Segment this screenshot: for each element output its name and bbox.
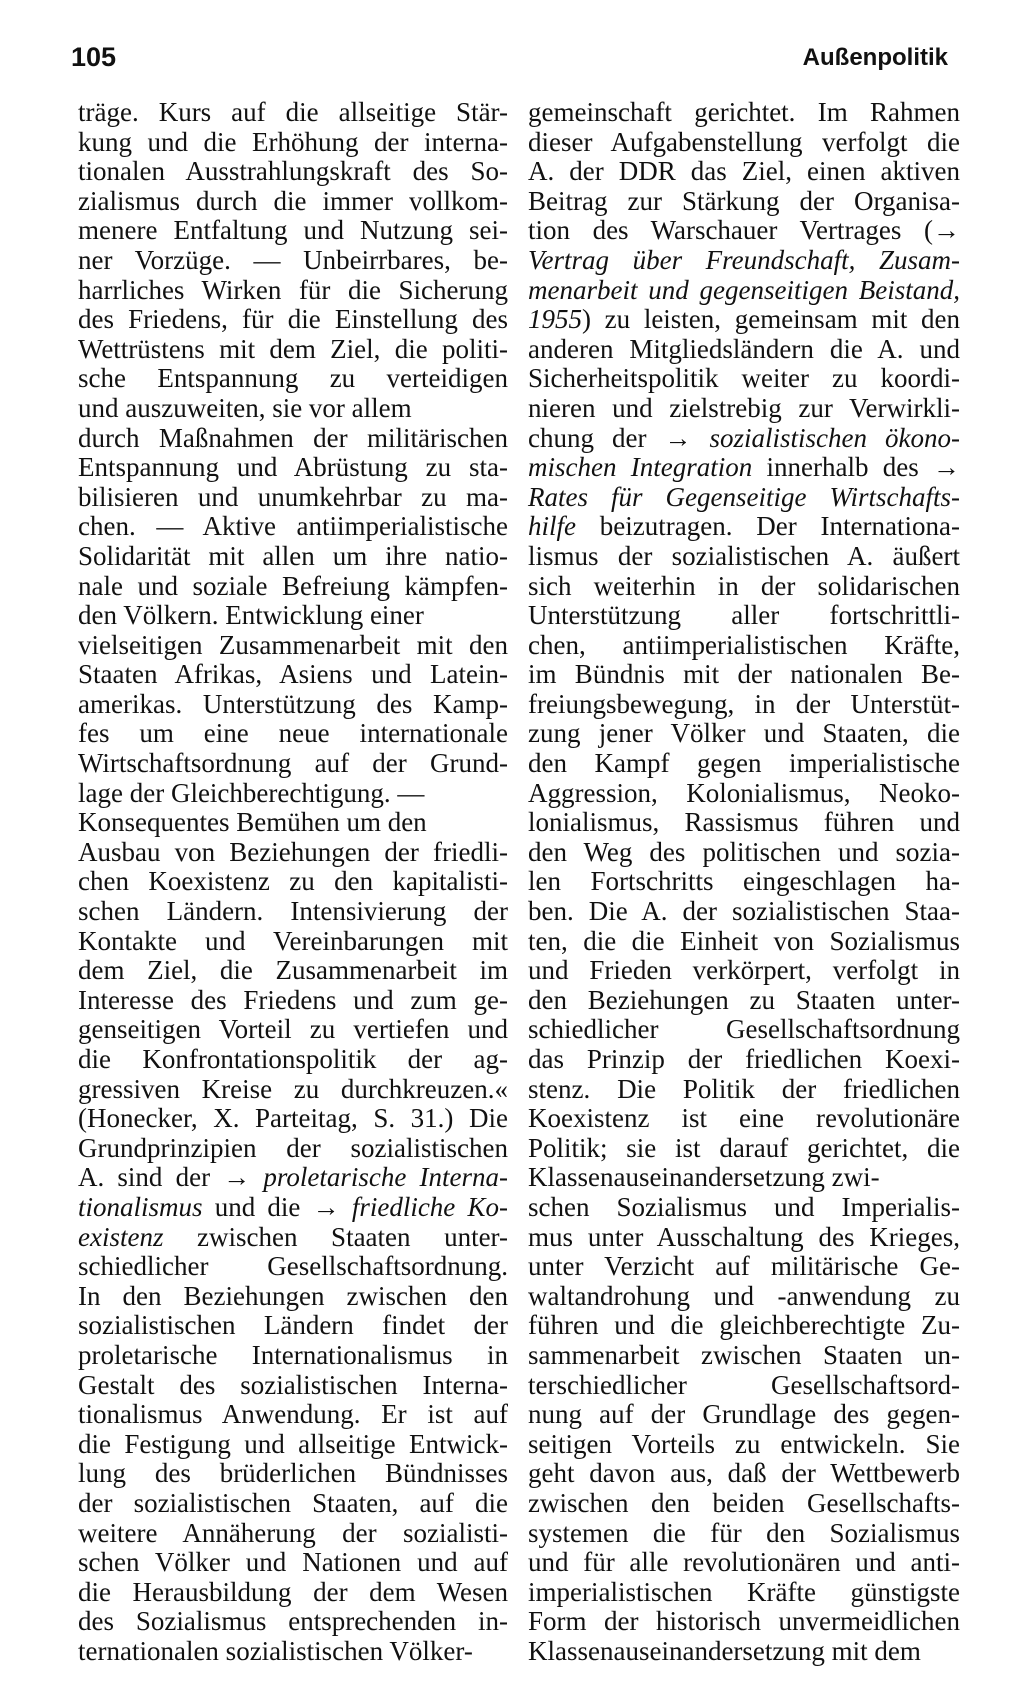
text-segment: ner Vorzüge. — Unbeirrbares, be- — [78, 244, 508, 275]
text-line — [528, 157, 960, 187]
text-line — [78, 660, 508, 690]
text-segment: kung und die Erhöhung der interna- — [78, 126, 508, 157]
text-segment: A. sind der — [78, 1162, 224, 1193]
text-line — [528, 956, 960, 986]
text-segment: stenz. Die Politik der friedlichen — [528, 1073, 960, 1104]
text-segment: den Beziehungen zu Staaten unter- — [528, 984, 960, 1015]
text-segment: systemen die für den Sozialismus — [528, 1517, 960, 1548]
running-head: Außenpolitik — [802, 44, 948, 71]
text-segment: tion des Warschauer Vertrages (→ — [528, 215, 960, 246]
text-line — [528, 276, 960, 306]
text-line — [78, 1341, 508, 1371]
text-line — [78, 128, 508, 158]
text-segment: menere Entfaltung und Nutzung sei- — [78, 215, 508, 246]
text-segment: nieren und zielstrebig zur Verwirkli- — [528, 392, 960, 423]
text-line — [528, 453, 960, 483]
text-segment: Aggression, Kolonialismus, Neoko- — [528, 777, 960, 808]
text-segment: gressiven Kreise zu durchkreuzen.« — [78, 1073, 508, 1104]
text-segment: zwischen den beiden Gesellschafts- — [528, 1487, 960, 1518]
text-segment: In den Beziehungen zwischen den — [78, 1280, 508, 1311]
text-line — [528, 1311, 960, 1341]
text-segment: harrliches Wirken für die Sicherung — [78, 274, 508, 305]
text-line — [78, 1223, 508, 1253]
text-line — [78, 986, 508, 1016]
text-segment: des Friedens, für die Einstellung des — [78, 304, 508, 335]
text-segment: ) zu leisten, gemeinsam mit den — [582, 304, 960, 335]
text-line — [78, 779, 508, 809]
text-line — [78, 1459, 508, 1489]
text-segment: tionalismus Anwendung. Er ist auf — [78, 1399, 508, 1430]
text-line — [78, 897, 508, 927]
text-segment: terschiedlicher Gesellschaftsord- — [528, 1369, 960, 1400]
text-line — [528, 424, 960, 454]
text-line — [528, 719, 960, 749]
text-line — [78, 216, 508, 246]
text-segment: der sozialistischen Staaten, auf die — [78, 1487, 508, 1518]
text-segment: mus unter Ausschaltung des Krieges, — [528, 1221, 960, 1252]
text-segment: Konsequentes Bemühen um den — [78, 807, 427, 838]
text-line — [78, 1282, 508, 1312]
text-line — [528, 335, 960, 365]
text-line — [528, 542, 960, 572]
text-segment: sche Entspannung zu verteidigen — [78, 363, 508, 394]
text-segment: Klassenauseinandersetzung mit dem — [528, 1635, 921, 1666]
text-segment: ten, die die Einheit von Sozialismus — [528, 925, 960, 956]
text-segment: chen, antiimperialistischen Kräfte, — [528, 629, 960, 660]
text-segment: bilisieren und unumkehrbar zu ma- — [78, 481, 508, 512]
text-line — [78, 1637, 508, 1667]
text-line — [78, 424, 508, 454]
text-segment: lismus der sozialistischen A. äußert — [528, 540, 960, 571]
text-segment: den Kampf gegen imperialistische — [528, 748, 960, 779]
text-segment: amerikas. Unterstützung des Kamp- — [78, 688, 508, 719]
text-segment: Kontakte und Vereinbarungen mit — [78, 925, 508, 956]
text-line — [528, 1400, 960, 1430]
text-segment: genseitigen Vorteil zu vertiefen und — [78, 1014, 508, 1045]
text-segment: und Frieden verkörpert, verfolgt in — [528, 955, 960, 986]
text-segment: proletarische Internationalismus in — [78, 1339, 508, 1370]
text-segment: chen Koexistenz zu den kapitalisti- — [78, 866, 508, 897]
text-segment: schen Völker und Nationen und auf — [78, 1547, 508, 1578]
text-line — [78, 927, 508, 957]
text-segment: Klassenauseinandersetzung zwi- — [528, 1162, 880, 1193]
text-line — [78, 1519, 508, 1549]
text-segment: zung jener Völker und Staaten, die — [528, 718, 960, 749]
text-segment: unter Verzicht auf militärische Ge- — [528, 1251, 960, 1282]
text-line — [78, 631, 508, 661]
text-line — [78, 719, 508, 749]
text-line — [528, 927, 960, 957]
text-segment: zialismus durch die immer vollkom- — [78, 185, 508, 216]
text-line — [528, 690, 960, 720]
text-line — [78, 749, 508, 779]
text-line — [78, 98, 508, 128]
text-segment: sich weiterhin in der solidarischen — [528, 570, 960, 601]
text-line — [78, 1045, 508, 1075]
text-segment: geht davon aus, daß der Wettbewerb — [528, 1458, 960, 1489]
text-segment: chen. — Aktive antiimperialistische — [78, 511, 508, 542]
text-line — [528, 246, 960, 276]
text-segment: ternationalen sozialistischen Völker- — [78, 1635, 473, 1666]
text-segment: Ausbau von Beziehungen der friedli- — [78, 836, 508, 867]
text-segment: Solidarität mit allen um ihre natio- — [78, 540, 508, 571]
text-line — [528, 1578, 960, 1608]
text-segment: Staaten Afrikas, Asiens und Latein- — [78, 659, 508, 690]
text-line — [78, 1578, 508, 1608]
text-segment: Koexistenz ist eine revolutionäre — [528, 1103, 960, 1134]
text-segment: innerhalb des → — [752, 452, 960, 483]
text-line — [528, 1548, 960, 1578]
text-line — [78, 808, 508, 838]
italic-term: 1955 — [528, 304, 582, 335]
text-line — [528, 1371, 960, 1401]
text-segment: vielseitigen Zusammenarbeit mit den — [78, 629, 508, 660]
text-line — [78, 838, 508, 868]
text-line — [78, 187, 508, 217]
text-line — [528, 305, 960, 335]
text-line — [528, 631, 960, 661]
text-segment: durch Maßnahmen der militärischen — [78, 422, 508, 453]
text-segment: schen Sozialismus und Imperialis- — [528, 1191, 960, 1222]
text-line — [528, 187, 960, 217]
text-segment: fes um eine neue internationale — [78, 718, 508, 749]
text-line — [528, 1193, 960, 1223]
text-segment: (Honecker, X. Parteitag, S. 31.) Die — [78, 1103, 508, 1134]
text-segment: die Konfrontationspolitik der ag- — [78, 1044, 508, 1074]
text-segment: beizutragen. Der Internationa- — [576, 511, 960, 542]
text-line — [78, 453, 508, 483]
text-segment: träge. Kurs auf die allseitige Stär- — [78, 97, 508, 127]
text-line — [528, 1607, 960, 1637]
text-segment: Interesse des Friedens und zum ge- — [78, 984, 508, 1015]
text-line — [78, 572, 508, 602]
page-number: 105 — [71, 42, 117, 72]
text-segment: Beitrag zur Stärkung der Organisa- — [528, 185, 960, 216]
text-line — [78, 1371, 508, 1401]
text-segment: imperialistischen Kräfte günstigste — [528, 1576, 960, 1607]
text-line — [528, 779, 960, 809]
text-segment: seitigen Vorteils zu entwickeln. Sie — [528, 1428, 960, 1459]
text-segment: des Sozialismus entsprechenden in- — [78, 1606, 508, 1637]
text-segment: Sicherheitspolitik weiter zu koordi- — [528, 363, 960, 394]
text-line — [78, 364, 508, 394]
text-segment: zwischen Staaten unter- — [163, 1221, 508, 1252]
italic-term: mischen Integration — [528, 452, 753, 483]
left-text-column — [78, 98, 508, 1666]
text-segment: lage der Gleichberechtigung. — — [78, 777, 425, 808]
text-segment: len Fortschritts eingeschlagen ha- — [528, 866, 960, 897]
text-segment: chung der — [528, 422, 665, 453]
text-segment: waltandrohung und -anwendung zu — [528, 1280, 960, 1311]
text-line — [78, 867, 508, 897]
text-line — [78, 512, 508, 542]
italic-term: hilfe — [528, 511, 576, 542]
text-line — [528, 128, 960, 158]
text-segment: und auszuweiten, sie vor allem — [78, 392, 412, 423]
text-line — [78, 1489, 508, 1519]
text-line — [528, 364, 960, 394]
text-segment: A. der DDR das Ziel, einen aktiven — [528, 156, 960, 187]
text-line — [528, 1637, 960, 1667]
text-line — [528, 749, 960, 779]
text-line — [528, 1104, 960, 1134]
text-segment: dem Ziel, die Zusammenarbeit im — [78, 955, 508, 986]
text-line — [528, 1430, 960, 1460]
text-line — [78, 1163, 508, 1193]
italic-term: → proletarische Interna- — [223, 1162, 509, 1193]
text-segment: schen Ländern. Intensivierung der — [78, 896, 508, 927]
text-line — [528, 867, 960, 897]
italic-term: existenz — [78, 1221, 164, 1252]
text-line — [78, 1193, 508, 1223]
text-line — [78, 956, 508, 986]
text-line — [528, 1075, 960, 1105]
text-line — [78, 1430, 508, 1460]
text-line — [528, 660, 960, 690]
text-segment: dieser Aufgabenstellung verfolgt die — [528, 126, 960, 157]
text-segment: sammenarbeit zwischen Staaten un- — [528, 1339, 960, 1370]
text-line — [528, 512, 960, 542]
text-segment: Form der historisch unvermeidlichen — [528, 1606, 960, 1637]
text-line — [78, 1311, 508, 1341]
italic-term: tionalismus — [78, 1191, 203, 1222]
text-line — [78, 1607, 508, 1637]
text-line — [528, 1489, 960, 1519]
text-segment: sozialistischen Ländern findet der — [78, 1310, 508, 1341]
text-segment: führen und die gleichberechtigte Zu- — [528, 1310, 960, 1341]
text-line — [78, 1400, 508, 1430]
text-line — [78, 1134, 508, 1164]
text-segment: Gestalt des sozialistischen Interna- — [78, 1369, 508, 1400]
text-line — [528, 1223, 960, 1253]
text-segment: die Festigung und allseitige Entwick- — [78, 1428, 508, 1459]
italic-term: menarbeit und gegenseitigen Beistand, — [528, 274, 960, 305]
text-line — [528, 1519, 960, 1549]
text-segment: und die — [202, 1191, 313, 1222]
text-segment: im Bündnis mit der nationalen Be- — [528, 659, 960, 690]
right-text-column — [528, 98, 960, 1666]
text-line — [528, 1045, 960, 1075]
text-line — [78, 601, 508, 631]
text-segment: schiedlicher Gesellschaftsordnung. — [78, 1251, 508, 1282]
text-line — [528, 897, 960, 927]
text-segment: ben. Die A. der sozialistischen Staa- — [528, 896, 960, 927]
text-line — [528, 394, 960, 424]
text-segment: Wettrüstens mit dem Ziel, die politi- — [78, 333, 508, 364]
text-segment: und für alle revolutionären und anti- — [528, 1547, 960, 1578]
text-segment: die Herausbildung der dem Wesen — [78, 1576, 508, 1607]
text-line — [78, 394, 508, 424]
text-line — [528, 98, 960, 128]
text-segment: den Weg des politischen und sozia- — [528, 836, 960, 867]
text-line — [78, 483, 508, 513]
text-line — [528, 986, 960, 1016]
text-segment: Wirtschaftsordnung auf der Grund- — [78, 748, 508, 779]
text-line — [78, 1104, 508, 1134]
text-line — [528, 483, 960, 513]
text-segment: anderen Mitgliedsländern die A. und — [528, 333, 960, 364]
text-line — [528, 838, 960, 868]
text-line — [78, 542, 508, 572]
text-segment: Grundprinzipien der sozialistischen — [78, 1132, 508, 1163]
text-segment: weitere Annäherung der sozialisti- — [78, 1517, 508, 1548]
text-line — [78, 1252, 508, 1282]
italic-term: → friedliche Ko- — [312, 1191, 508, 1222]
text-segment: Unterstützung aller fortschrittli- — [528, 600, 960, 631]
text-segment: lonialismus, Rassismus führen und — [528, 807, 960, 838]
text-segment: nung auf der Grundlage des gegen- — [528, 1399, 960, 1430]
text-line — [528, 1341, 960, 1371]
text-segment: Politik; sie ist darauf gerichtet, die — [528, 1132, 960, 1163]
text-segment: das Prinzip der friedlichen Koexi- — [528, 1044, 960, 1074]
text-segment: schiedlicher Gesellschaftsordnung — [528, 1014, 960, 1045]
text-line — [78, 1548, 508, 1578]
text-line — [528, 572, 960, 602]
italic-term: Vertrag über Freundschaft, Zusam- — [528, 244, 960, 275]
text-line — [78, 1015, 508, 1045]
text-line — [78, 1075, 508, 1105]
text-line — [528, 1252, 960, 1282]
text-line — [528, 1163, 960, 1193]
text-segment: den Völkern. Entwicklung einer — [78, 600, 424, 631]
text-line — [78, 157, 508, 187]
text-line — [528, 808, 960, 838]
italic-term: Rates für Gegenseitige Wirtschafts- — [528, 481, 960, 512]
text-line — [78, 305, 508, 335]
text-segment: gemeinschaft gerichtet. Im Rahmen — [528, 97, 960, 127]
text-line — [528, 1282, 960, 1312]
text-line — [78, 690, 508, 720]
text-line — [528, 1459, 960, 1489]
text-segment: tionalen Ausstrahlungskraft des So- — [78, 156, 508, 187]
text-line — [78, 246, 508, 276]
text-line — [528, 216, 960, 246]
text-line — [528, 1015, 960, 1045]
text-segment: freiungsbewegung, in der Unterstüt- — [528, 688, 960, 719]
text-line — [78, 276, 508, 306]
text-line — [528, 1134, 960, 1164]
text-segment: Entspannung und Abrüstung zu sta- — [78, 452, 508, 483]
italic-term: → sozialistischen ökono- — [664, 422, 960, 453]
text-line — [528, 601, 960, 631]
text-segment: nale und soziale Befreiung kämpfen- — [78, 570, 508, 601]
text-segment: lung des brüderlichen Bündnisses — [78, 1458, 508, 1489]
text-line — [78, 335, 508, 365]
